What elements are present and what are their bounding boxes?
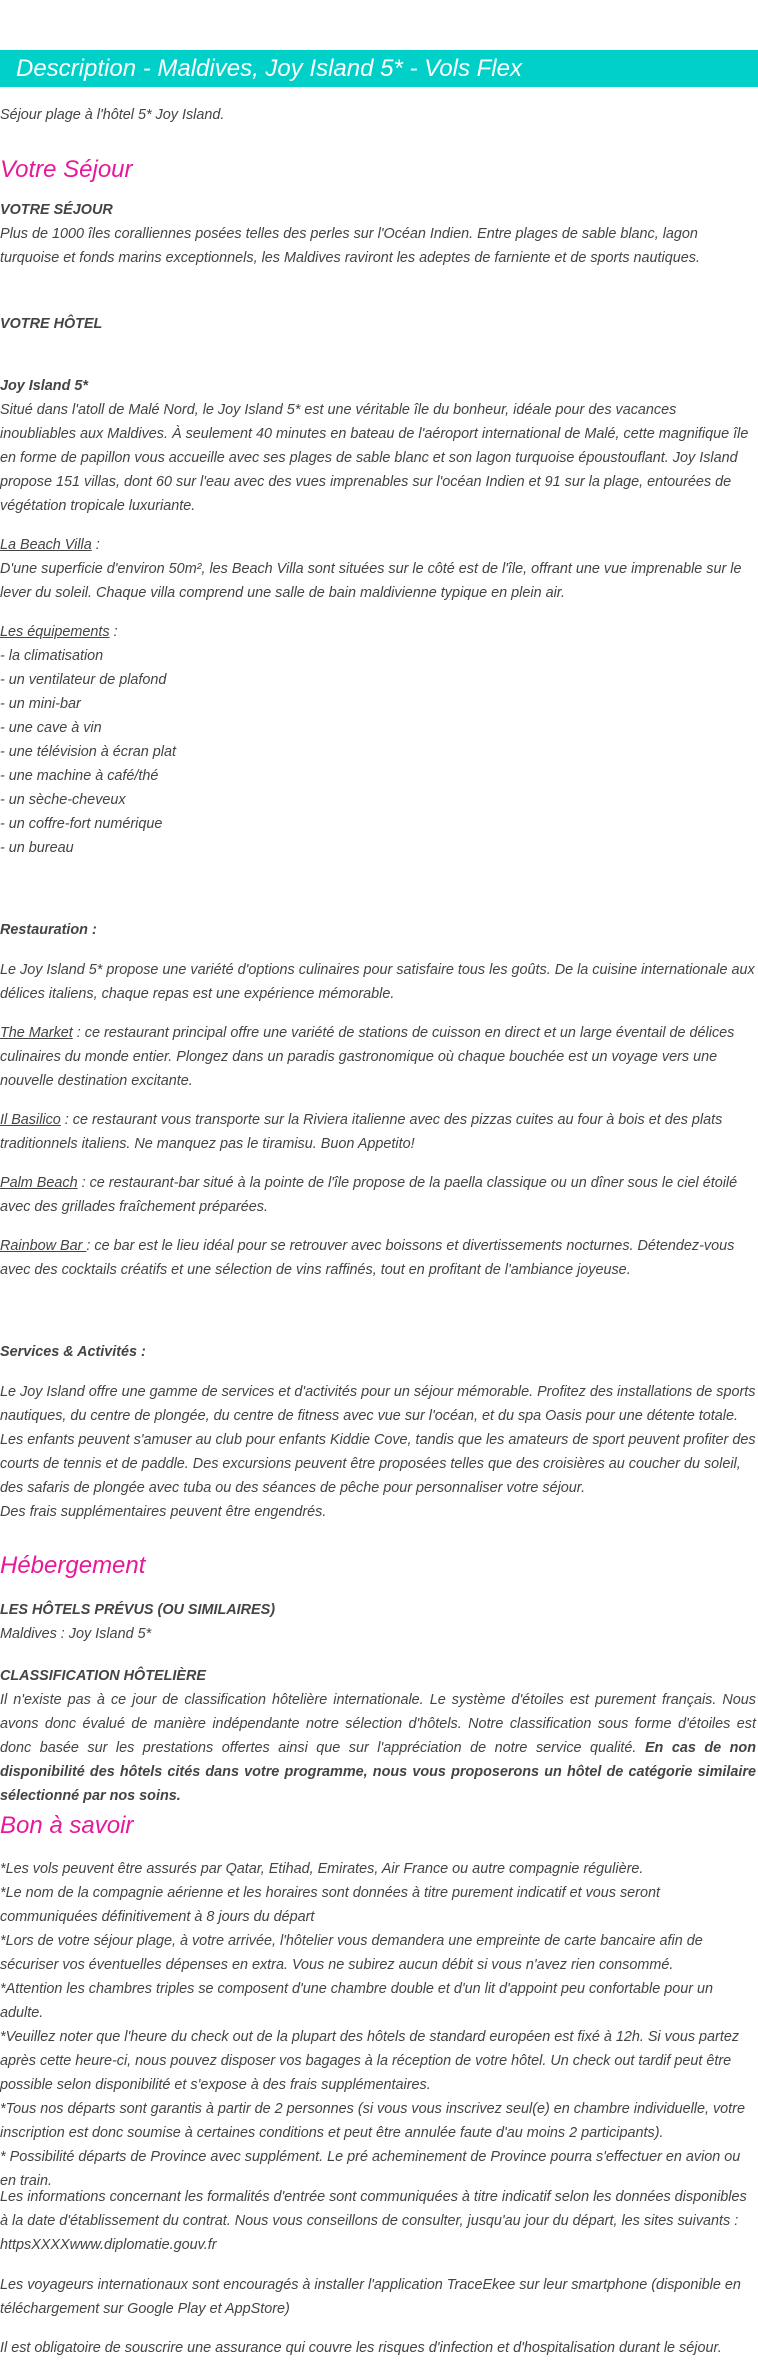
restaurant-name: Rainbow Bar [0, 1238, 87, 1254]
text-votre-sejour: Plus de 1000 îles coralliennes posées telles des perles sur l'Océan Indien. Entre plages de sable blanc, lagon turquoise et fonds marins exceptionnels, les Maldives raviront les adeptes de farniente et de sports nautiques. [0, 226, 700, 266]
list-item: - une cave à vin [0, 720, 102, 736]
list-item: - un coffre-fort numérique [0, 816, 163, 832]
list-item: - une machine à café/thé [0, 768, 159, 784]
restaurant-name: Il Basilico [0, 1112, 61, 1128]
restaurant-text: : ce restaurant principal offre une variété de stations de cuisson en direct et un large éventail de délices culinaires du monde entier. Plongez dans un paradis gastronomique où chaque bouchée est un voyage vers une nouvelle destination excitante. [0, 1025, 735, 1089]
list-item: - un ventilateur de plafond [0, 672, 167, 688]
restaurant-the-market [0, 1021, 756, 1093]
hotel-description: Situé dans l'atoll de Malé Nord, le Joy Island 5* est une véritable île du bonheur, idéale pour des vacances inoubliables aux Maldives. À seulement 40 minutes en bateau de l'aéroport international de Malé, cette magnifique île en forme de papillon vous accueille avec ses plages de sable blanc et son lagon turquoise époustouflant. Joy Island propose 151 villas, dont 60 sur l'eau avec des vues imprenables sur l'océan Indien et 91 sur la plage, entourées de végétation tropicale luxuriante. [0, 402, 749, 514]
equipements-colon: : [109, 624, 118, 640]
list-item: - la climatisation [0, 648, 104, 664]
restaurant-palm-beach [0, 1171, 756, 1219]
label-services: Services & Activités : [0, 1344, 146, 1360]
restaurant-name: Palm Beach [0, 1175, 78, 1191]
section-heading-hebergement: Hébergement [0, 1552, 146, 1579]
intro-text: Séjour plage à l'hôtel 5* Joy Island. [0, 107, 225, 123]
list-item: - une télévision à écran plat [0, 744, 176, 760]
list-item: - un bureau [0, 840, 74, 856]
beach-villa-text: D'une superficie d'environ 50m², les Beach Villa sont situées sur le côté est de l'île, offrant une vue imprenable sur le lever du soleil. Chaque villa comprend une salle de bain maldivienne typique en plein air. [0, 561, 742, 601]
section-heading-bon-a-savoir: Bon à savoir [0, 1812, 134, 1839]
equipements-label: Les équipements [0, 624, 110, 640]
text-bon-a-savoir-notes: *Les vols peuvent être assurés par Qatar, Etihad, Emirates, Air France ou autre compagnie régulière. *Le nom de la compagnie aérienne et les horaires sont données à titre purement indicatif et vous seront communiquées définitivement à 8 jours du départ *Lors de votre séjour plage, à votre arrivée, l'hôtelier vous demandera une empreinte de carte bancaire afin de sécuriser vos éventuelles dépenses en extra. Vous ne subirez aucun débit si vous n'avez rien consommé. *Attention les chambres triples se composent d'une chambre double et d'un lit d'appoint peu confortable pour un adulte. *Veuillez noter que l'heure du check out de la plupart des hôtels de standard européen est fixé à 12h. Si vous partez après cette heure-ci, nous pouvez disposer vos bagages à la réception de votre hôtel. Un check out tardif peut être possible selon disponibilité et s'expose à des frais supplémentaires. *Tous nos départs sont garantis à partir de 2 personnes (si vous vous inscrivez seul(e) en chambre individuelle, votre inscription est donc soumise à certaines conditions et peut être annulée faute d'au moins 2 participants). * Possibilité départs de Province avec supplément. Le pré acheminement de Province pourra s'effectuer en avion ou en train. [0, 1861, 745, 2189]
text-assurance: Il est obligatoire de souscrire une assurance qui couvre les risques d'infection et d'hospitalisation durant le séjour. [0, 2340, 722, 2356]
label-votre-sejour: VOTRE SÉJOUR [0, 202, 113, 218]
restaurant-rainbow-bar [0, 1234, 756, 1282]
services-note: Des frais supplémentaires peuvent être engendrés. [0, 1504, 327, 1520]
list-item: - un mini-bar [0, 696, 81, 712]
classification-bold-text: En cas de non disponibilité des hôtels cités dans votre programme, nous vous proposerons un hôtel de catégorie similaire sélectionné par nos soins. [0, 1740, 757, 1804]
list-item: - un sèche-cheveux [0, 792, 126, 808]
equipements-list [0, 644, 756, 860]
restaurant-text: : ce bar est le lieu idéal pour se retrouver avec boissons et divertissements nocturnes. Détendez-vous avec des cocktails créatifs et une sélection de vins raffinés, tout en profitant de l'ambiance joyeuse. [0, 1238, 735, 1278]
restaurant-text: : ce restaurant-bar situé à la pointe de l'île propose de la paella classique ou un dîner sous le ciel étoilé avec des grillades fraîchement préparées. [0, 1175, 738, 1215]
restaurant-il-basilico [0, 1108, 756, 1156]
beach-villa-colon: : [91, 537, 100, 553]
text-services: Le Joy Island offre une gamme de services et d'activités pour un séjour mémorable. Profitez des installations de sports nautiques, du centre de plongée, du centre de fitness avec vue sur l'océan, et du spa Oasis pour une détente totale. Les enfants peuvent s'amuser au club pour enfants Kiddie Cove, tandis que les amateurs de sport peuvent profiter des courts de tennis et de paddle. Des excursions peuvent être proposées telles que des croisières au coucher du soleil, des safaris de plongée avec tuba ou des séances de pêche pour personnaliser votre séjour. [0, 1384, 756, 1496]
beach-villa-label-line [0, 533, 756, 557]
text-hotels-prevus: Maldives : Joy Island 5* [0, 1626, 152, 1642]
section-heading-sejour: Votre Séjour [0, 156, 133, 183]
text-traceekee: Les voyageurs internationaux sont encouragés à installer l'application TraceEkee sur leur smartphone (disponible en téléchargement sur Google Play et AppStore) [0, 2277, 741, 2317]
hotel-name: Joy Island 5* [0, 378, 88, 394]
text-classification [0, 1688, 756, 1808]
classification-text: Il n'existe pas à ce jour de classification hôtelière internationale. Le système d'étoiles est purement français. Nous avons donc évalué de manière indépendante notre sélection d'hôtels. Notre classification sous forme d'étoiles est donc basée sur les prestations offertes ainsi que sur l'appréciation de notre service qualité. [0, 1692, 756, 1756]
restaurant-name: The Market [0, 1025, 73, 1041]
restaurant-text: : ce restaurant vous transporte sur la Riviera italienne avec des pizzas cuites au four à bois et des plats traditionnels italiens. Ne manquez pas le tiramisu. Buon Appetito! [0, 1112, 723, 1152]
text-restauration: Le Joy Island 5* propose une variété d'options culinaires pour satisfaire tous les goûts. De la cuisine internationale aux délices italiens, chaque repas est une expérience mémorable. [0, 962, 755, 1002]
label-classification: CLASSIFICATION HÔTELIÈRE [0, 1668, 207, 1684]
page-title: Description - Maldives, Joy Island 5* - Vols Flex [0, 50, 758, 87]
beach-villa-label: La Beach Villa [0, 537, 92, 553]
label-restauration: Restauration : [0, 922, 97, 938]
text-formalites: Les informations concernant les formalités d'entrée sont communiquées à titre indicatif selon les données disponibles à la date d'établissement du contrat. Nous vous conseillons de consulter, jusqu'au jour du départ, les sites suivants : httpsXXXXwww.diplomatie.gouv.fr [0, 2189, 747, 2253]
label-votre-hotel: VOTRE HÔTEL [0, 316, 103, 332]
label-hotels-prevus: LES HÔTELS PRÉVUS (OU SIMILAIRES) [0, 1602, 276, 1618]
equipements-label-line [0, 620, 756, 644]
